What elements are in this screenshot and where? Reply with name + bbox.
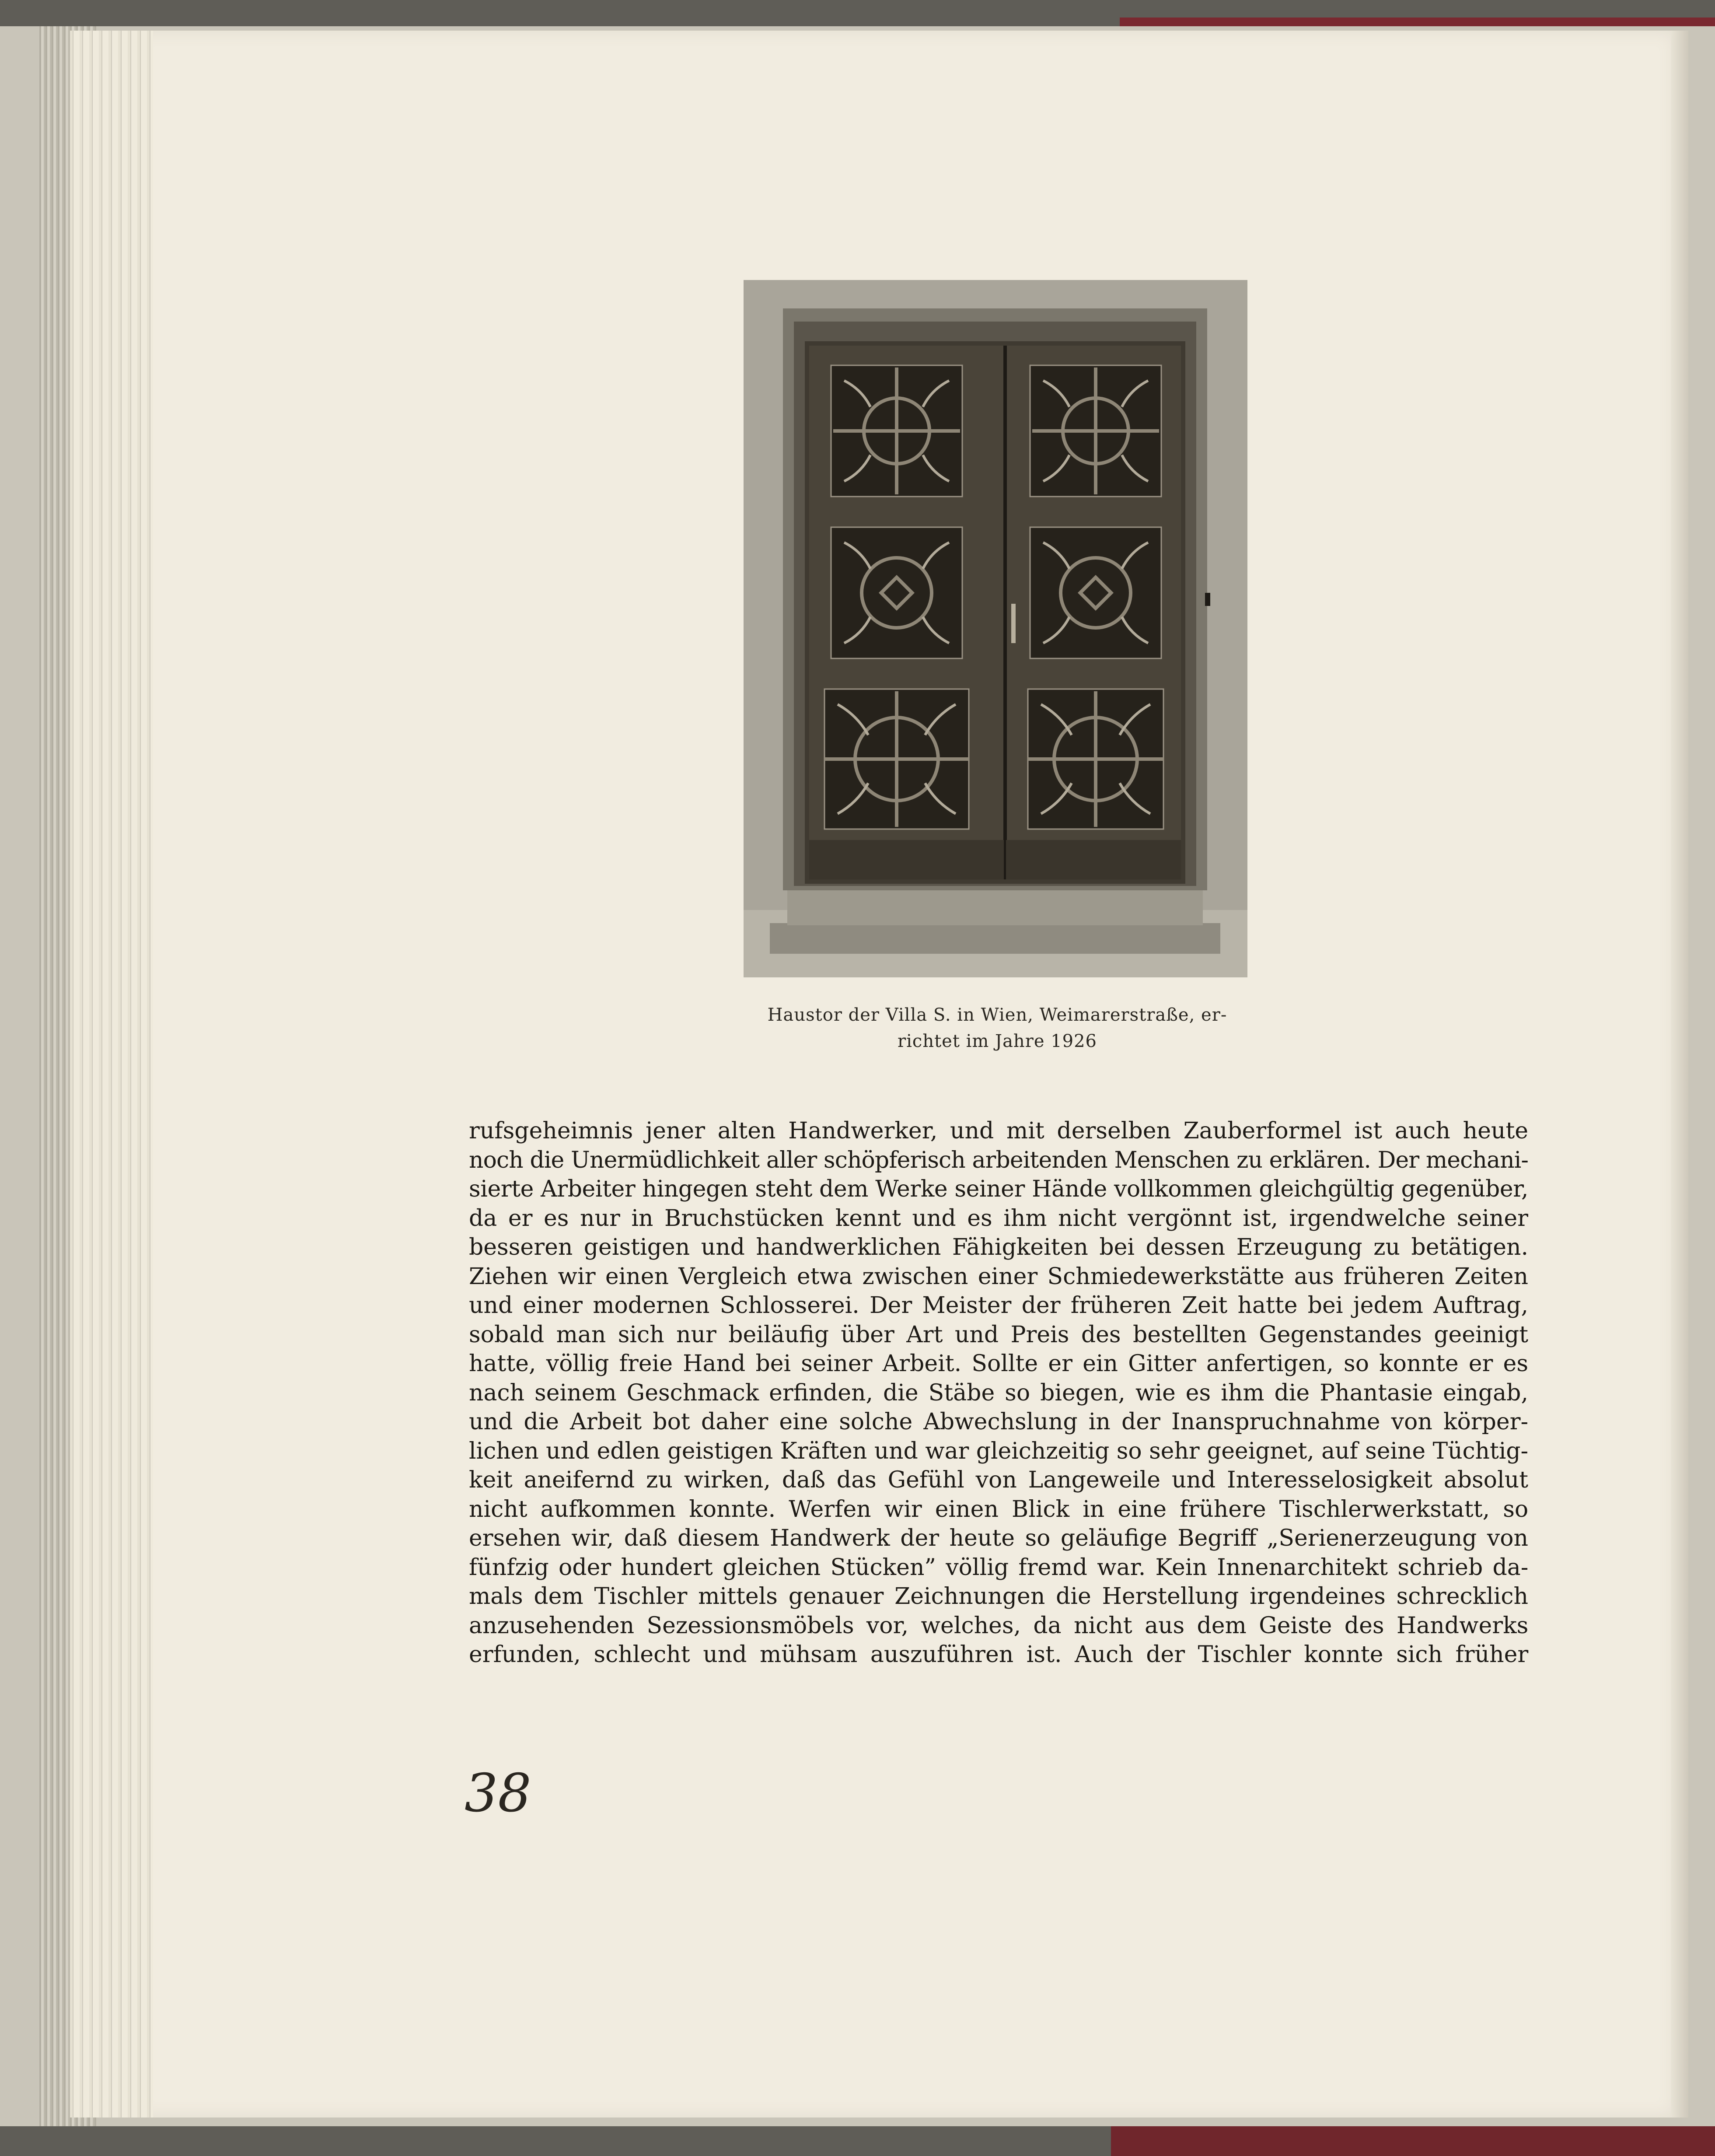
body-line: nicht aufkommen konnte. Werfen wir einen Blick in eine frühere Tischlerwerkstatt, so	[469, 1496, 1529, 1522]
door-photograph	[744, 280, 1247, 977]
caption-line-1: Haustor der Villa S. in Wien, Weimarerstraße, er-	[767, 1005, 1227, 1025]
body-line: und die Arbeit bot daher eine solche Abwechslung in der Inanspruchnahme von körper-	[469, 1409, 1529, 1435]
body-line: fünfzig oder hundert gleichen Stücken” völlig fremd war. Kein Innenarchitekt schrieb da-	[469, 1554, 1529, 1581]
body-line: besseren geistigen und handwerklichen Fähigkeiten bei dessen Erzeugung zu betätigen.	[469, 1234, 1528, 1260]
body-line: sobald man sich nur beiläufig über Art und Preis des bestellten Gegenstandes geeinigt	[469, 1321, 1528, 1348]
page-edges	[70, 31, 153, 2118]
body-line: ersehen wir, daß diesem Handwerk der heute so geläufige Begriff „Serienerzeugung von	[469, 1525, 1528, 1551]
page-right-edge	[1671, 31, 1688, 2118]
caption-line-2: richtet im Jahre 1926	[898, 1031, 1097, 1051]
body-line: hatte, völlig freie Hand bei seiner Arbeit. Sollte er ein Gitter anfertigen, so konnte er es	[469, 1351, 1528, 1377]
cover-edge-bottom	[1111, 2122, 1715, 2156]
body-line: keit aneifernd zu wirken, daß das Gefühl von Langeweile und Interesselosigkeit absolut	[469, 1467, 1528, 1493]
body-line: nach seinem Geschmack erfinden, die Stäbe so biegen, wie es ihm die Phantasie eingab,	[469, 1379, 1528, 1406]
body-line: Ziehen wir einen Vergleich etwa zwischen einer Schmiedewerkstätte aus früheren Zeiten	[469, 1263, 1528, 1290]
door-photo-illustration	[744, 280, 1247, 977]
body-line: erfunden, schlecht und mühsam auszuführen ist. Auch der Tischler konnte sich früher	[469, 1642, 1529, 1668]
body-line: und einer modernen Schlosserei. Der Meister der früheren Zeit hatte bei jedem Auftrag,	[469, 1292, 1528, 1319]
body-paragraph	[469, 1116, 1528, 1670]
body-line: mals dem Tischler mittels genauer Zeichnungen die Herstellung irgendeines schrecklich	[469, 1583, 1528, 1610]
body-line: da er es nur in Bruchstücken kennt und es ihm nicht vergönnt ist, irgendwelche seiner	[469, 1205, 1528, 1232]
body-line: lichen und edlen geistigen Kräften und war gleichzeitig so sehr geeignet, auf seine Tüchtig-	[469, 1438, 1528, 1464]
figure-caption	[739, 1002, 1255, 1054]
body-line: noch die Unermüdlichkeit aller schöpferisch arbeitenden Menschen zu erklären. Der mechani-	[469, 1147, 1529, 1173]
body-line: anzusehenden Sezessionsmöbels vor, welches, da nicht aus dem Geiste des Handwerks	[469, 1612, 1529, 1639]
body-line: sierte Arbeiter hingegen steht dem Werke seiner Hände vollkommen gleichgültig gegenüber,	[469, 1176, 1528, 1202]
body-line: rufsgeheimnis jener alten Handwerker, und mit derselben Zauberformel ist auch heute	[469, 1118, 1528, 1144]
page-number: 38	[465, 1763, 531, 1824]
